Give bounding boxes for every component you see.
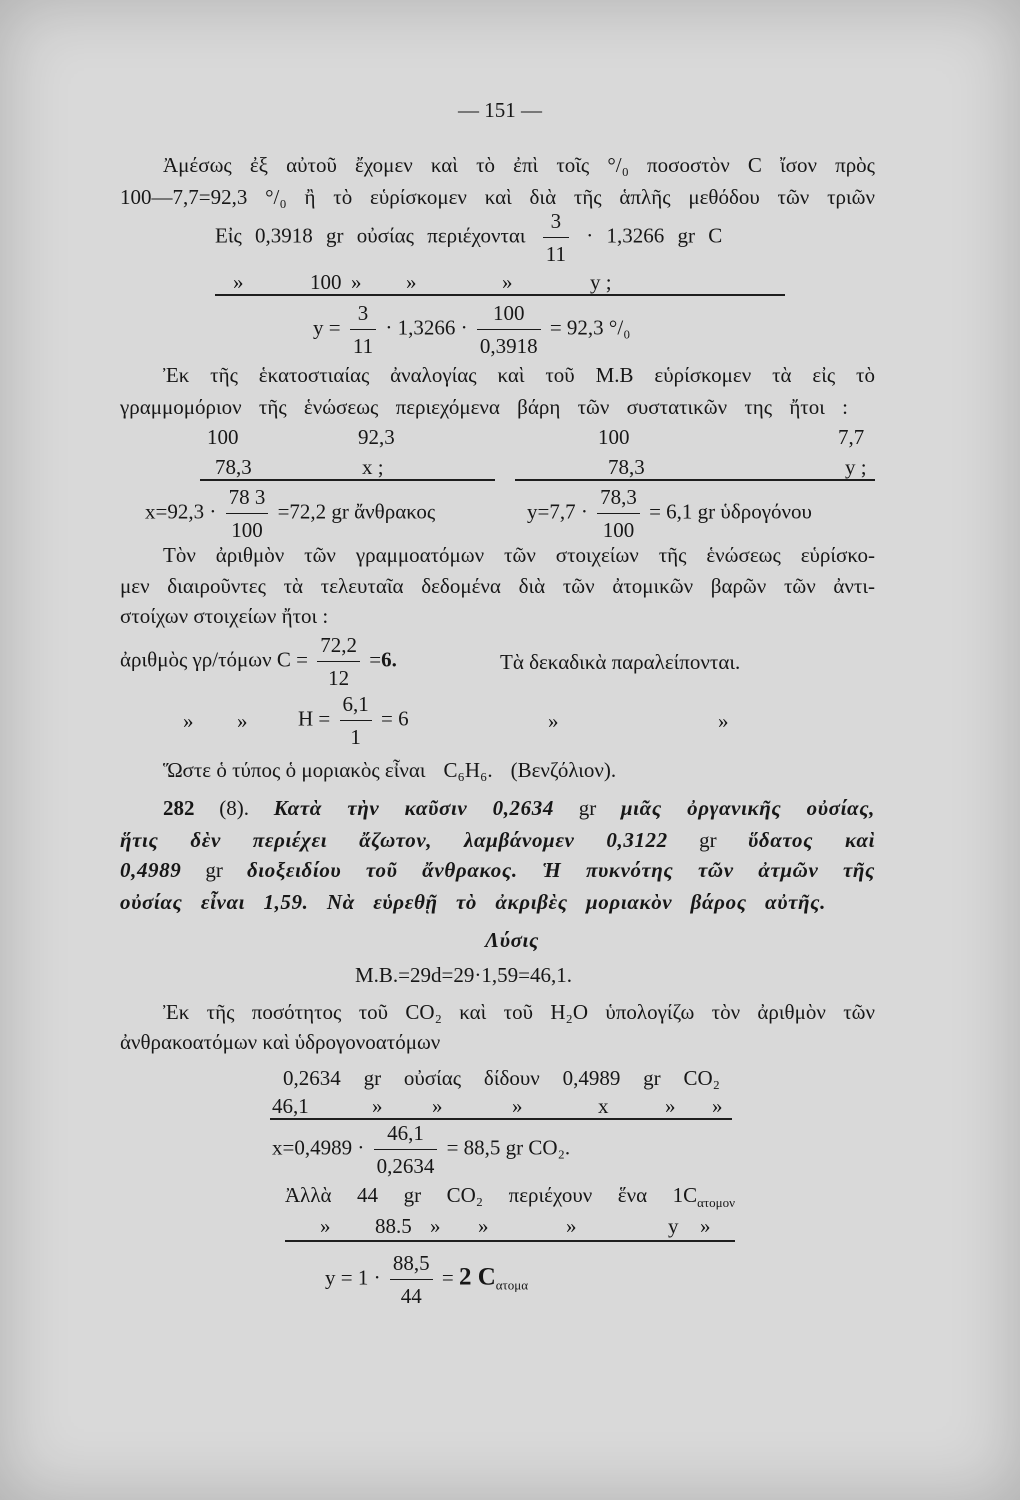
proportion-text: Εἰς 0,3918 gr οὐσίας περιέχονται — [215, 223, 526, 248]
ditto-mark: » — [502, 270, 513, 294]
fraction — [340, 693, 372, 748]
fraction — [477, 302, 541, 357]
atom-count-value: 2 C — [458, 1263, 496, 1291]
fraction — [597, 486, 640, 541]
equation-rhs: = 6 — [381, 706, 409, 731]
fraction-denominator: 1 — [340, 720, 372, 748]
solution-paragraph-line: Ἐκ τῆς ποσότητος τοῦ CO₂ καὶ τοῦ H₂O ὑπολογίζω τὸν ἀριθμὸν τῶν — [163, 1000, 875, 1024]
hydrogen-atom-count — [298, 693, 409, 748]
equation-rhs: =72,2 gr ἄνθρακος — [277, 499, 436, 524]
proportion-text: Ἀλλὰ 44 gr CO₂ περιέχουν ἕνα 1C — [285, 1183, 698, 1207]
proportion-value: 92,3 — [358, 425, 395, 449]
proportion-rule — [200, 479, 495, 481]
unit: gr — [699, 828, 717, 852]
hydrogen-mass-result — [527, 486, 812, 541]
ditto-mark: » — [665, 1094, 676, 1118]
unknown-variable: y ; — [590, 270, 612, 294]
proportion-rule — [270, 1118, 732, 1120]
problem-line — [120, 855, 875, 885]
equation-rhs: = 92,3 °/₀ — [549, 315, 631, 340]
proportion-value: 7,7 — [838, 425, 865, 449]
problem-text: ὕδατος καὶ — [747, 828, 876, 852]
problem-reference: (8). — [219, 796, 249, 820]
fraction-denominator: 11 — [543, 237, 569, 265]
proportion-value: 46,1 — [272, 1094, 309, 1118]
intro-paragraph-line: 100—7,7=92,3 °/₀ ἢ τὸ εὑρίσκομεν καὶ διὰ τῆς ἁπλῆς μεθόδου τῶν τριῶν — [120, 185, 875, 209]
fraction-denominator: 44 — [390, 1279, 433, 1307]
page-number: — 151 — — [458, 98, 542, 122]
subscript-label: ατομα — [495, 1277, 529, 1293]
decimals-note: Τὰ δεκαδικὰ παραλείπονται. — [500, 650, 741, 674]
fraction — [374, 1122, 438, 1177]
fraction-numerator: 78 3 — [228, 485, 266, 509]
equals-sign: = — [441, 1265, 454, 1290]
atoms-paragraph-line: στοίχων στοιχείων ἤτοι : — [120, 604, 329, 628]
molar-mass-equation: Μ.Β.=29d=29·1,59=46,1. — [355, 963, 572, 987]
co2-result — [272, 1122, 570, 1177]
fraction — [543, 210, 569, 265]
proportion-value: 100 — [207, 425, 239, 449]
ditto-mark: » — [478, 1214, 489, 1238]
unknown-variable: y ; — [845, 455, 867, 479]
equation-rhs: = 88,5 gr CO₂. — [446, 1135, 571, 1160]
carbon-proportion-given — [215, 210, 722, 265]
unknown-variable: x — [598, 1094, 609, 1118]
atoms-paragraph-line: μεν διαιροῦντες τὰ τελευταῖα δεδομένα διὰ τῶν ἀτομικῶν βαρῶν τῶν ἀντι- — [120, 574, 875, 598]
equation-middle: · 1,3266 · — [385, 315, 468, 340]
fraction — [350, 302, 376, 357]
mass-paragraph-line: γραμμομόριον τῆς ἑνώσεως περιεχόμενα βάρη τῶν συστατικῶν της ἤτοι : — [120, 395, 848, 419]
problem-number: 282 — [163, 796, 195, 820]
unknown-variable: y — [668, 1214, 679, 1238]
molecular-formula: C₆H₆. — [443, 758, 493, 782]
problem-text: διοξειδίου τοῦ ἄνθρακος. Ἡ πυκνότης τῶν ἀτμῶν τῆς — [246, 858, 876, 882]
ditto-mark: » — [432, 1094, 443, 1118]
fraction-numerator: 72,2 — [320, 633, 357, 657]
ditto-mark: » — [718, 709, 729, 733]
equation-rhs: = 6,1 gr ὑδρογόνου — [649, 499, 812, 524]
ditto-mark: » — [406, 270, 417, 294]
fraction — [226, 486, 269, 541]
mass-paragraph-line: Ἐκ τῆς ἑκατοστιαίας ἀναλογίας καὶ τοῦ Μ.Β εὑρίσκομεν τὰ εἰς τὸ — [163, 363, 875, 387]
fraction-numerator: 6,1 — [342, 692, 369, 716]
ditto-mark: » — [183, 709, 194, 733]
atoms-paragraph-line: Τὸν ἀριθμὸν τῶν γραμμοατόμων τῶν στοιχείων τῆς ἑνώσεως εὑρίσκο- — [163, 543, 875, 567]
fraction-denominator: 0,2634 — [374, 1149, 438, 1177]
fraction — [390, 1252, 433, 1307]
proportion-value: 100 — [598, 425, 630, 449]
equation-lhs: y = 1 · — [325, 1265, 381, 1290]
proportion-rule — [285, 1240, 735, 1242]
unit: gr — [205, 858, 223, 882]
fraction — [317, 634, 360, 689]
problem-line — [120, 825, 875, 855]
proportion-tail: · 1,3266 gr C — [586, 223, 723, 248]
proportion-value: 100 — [310, 270, 342, 294]
proportion-value: 78,3 — [608, 455, 645, 479]
carbon-percent-result — [313, 302, 630, 357]
carbon-atom-count — [120, 634, 397, 689]
problem-text: μιᾶς ὀργανικῆς οὐσίας, — [620, 796, 876, 820]
fraction-numerator: 3 — [357, 301, 369, 325]
ditto-mark: » — [548, 709, 559, 733]
ditto-mark: » — [566, 1214, 577, 1238]
problem-text: Κατὰ τὴν καῦσιν 0,2634 — [273, 796, 554, 820]
fraction-denominator: 12 — [317, 661, 360, 689]
ditto-mark: » — [237, 709, 248, 733]
carbon-atoms-result — [325, 1252, 528, 1307]
carbon-mass-result — [145, 486, 435, 541]
fraction-denominator: 100 — [597, 513, 640, 541]
unit: gr — [578, 796, 597, 820]
ditto-mark: » — [712, 1094, 723, 1118]
fraction-numerator: 78,3 — [600, 485, 637, 509]
co2-proportion-given: 0,2634 gr οὐσίας δίδουν 0,4989 gr CO₂ — [283, 1066, 720, 1090]
intro-paragraph-line: Ἀμέσως ἐξ αὐτοῦ ἔχομεν καὶ τὸ ἐπὶ τοῖς °/₀ ποσοστὸν C ἴσον πρὸς — [163, 153, 875, 177]
proportion-rule — [215, 294, 785, 296]
compound-name: (Βενζόλιον). — [510, 758, 617, 782]
equals-sign: = — [369, 647, 382, 672]
fraction-numerator: 100 — [492, 301, 525, 325]
ditto-mark: » — [320, 1214, 331, 1238]
ditto-mark: » — [430, 1214, 441, 1238]
equation-lhs: H = — [298, 706, 331, 731]
unknown-variable: x ; — [362, 455, 384, 479]
equation-lhs: x=0,4989 · — [272, 1135, 365, 1160]
subscript-label: ατομον — [697, 1195, 735, 1210]
ditto-mark: » — [351, 270, 362, 294]
solution-paragraph-line: ἀνθρακοατόμων καὶ ὑδρογονοατόμων — [120, 1030, 441, 1054]
fraction-denominator: 100 — [226, 513, 269, 541]
atom-count-value: 6. — [381, 647, 397, 672]
ditto-mark: » — [512, 1094, 523, 1118]
solution-heading: Λύσις — [485, 928, 539, 952]
fraction-numerator: 88,5 — [392, 1251, 430, 1275]
ditto-mark: » — [700, 1214, 711, 1238]
problem-text: 0,4989 — [120, 858, 182, 882]
ditto-mark: » — [372, 1094, 383, 1118]
fraction-denominator: 0,3918 — [477, 329, 541, 357]
fraction-numerator: 3 — [550, 209, 562, 233]
problem-line: οὐσίας εἶναι 1,59. Νὰ εὑρεθῇ τὸ ἀκριβὲς μοριακὸν βάρος αὐτῆς. — [120, 890, 826, 914]
equation-lhs: y = — [313, 315, 341, 340]
fraction-denominator: 11 — [350, 329, 376, 357]
equation-lhs: y=7,7 · — [527, 499, 588, 524]
equation-lhs: ἀριθμὸς γρ/τόμων C = — [120, 647, 308, 672]
proportion-rule — [515, 479, 875, 481]
formula-conclusion — [163, 755, 616, 785]
equation-lhs: x=92,3 · — [145, 499, 217, 524]
conclusion-text: Ὥστε ὁ τύπος ὁ μοριακὸς εἶναι — [163, 758, 426, 782]
proportion-value: 78,3 — [215, 455, 252, 479]
problem-text: ἥτις δὲν περιέχει ἄζωτον, λαμβάνομεν 0,3122 — [120, 828, 668, 852]
problem-line — [163, 793, 875, 823]
ditto-mark: » — [233, 270, 244, 294]
fraction-numerator: 46,1 — [387, 1121, 424, 1145]
proportion-value: 88.5 — [375, 1214, 412, 1238]
